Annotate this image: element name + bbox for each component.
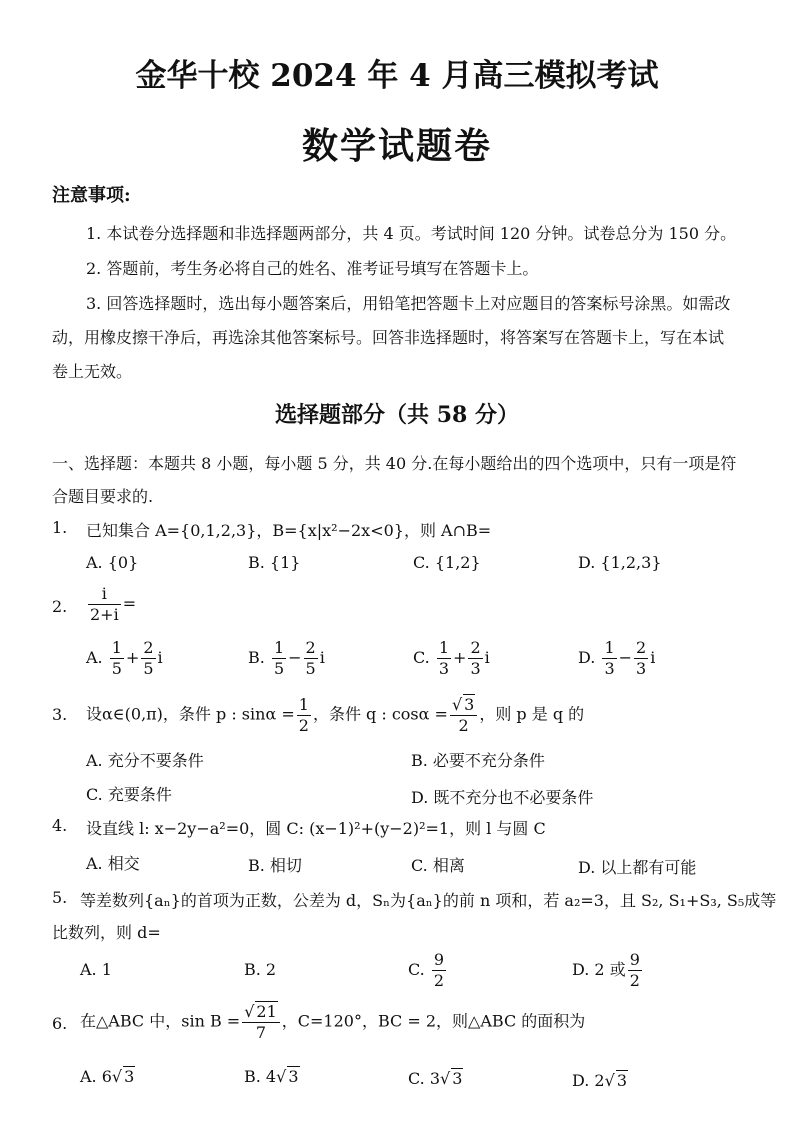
q2-c-num-2: 2 (470, 638, 481, 657)
q2-a-num-1: 1 (111, 638, 122, 657)
q5-option-b: B. 2 (244, 960, 277, 979)
q3-stem-part-2: ，条件 q : cosα = (312, 704, 448, 724)
q2-b-den-2: 5 (305, 659, 316, 678)
section-intro-line-2: 合题目要求的. (52, 487, 154, 506)
q4-option-b: B. 相切 (248, 856, 302, 875)
q2-d-imag: i (650, 648, 656, 667)
q2-a-num-2: 2 (143, 638, 154, 657)
q4-option-d: D. 以上都有可能 (578, 858, 697, 877)
q2-c-imag: i (484, 648, 490, 667)
q3-option-a: A. 充分不要条件 (86, 751, 204, 770)
q5-option-d (572, 950, 644, 991)
q2-stem-numerator: i (88, 584, 121, 605)
q1-number: 1. (52, 518, 68, 537)
q4-number: 4. (52, 816, 68, 835)
q2-a-op: + (125, 648, 140, 667)
q6-stem-part-2: ，C=120°，BC = 2，则△ABC 的面积为 (281, 1011, 586, 1031)
q2-option-a-label: A. (86, 648, 103, 667)
q2-d-den-2: 3 (636, 659, 647, 678)
q6-option-c-label: C. 3 (408, 1069, 441, 1088)
q3-frac-2-num: √ 3 (450, 694, 477, 716)
q3-frac-2-radicand: 3 (464, 695, 475, 714)
q1-option-d: D. {1,2,3} (578, 553, 662, 572)
q5-option-c (408, 950, 448, 991)
q2-b-den-1: 5 (273, 659, 285, 678)
q5-stem-line-2: 比数列，则 d= (52, 923, 161, 942)
q2-option-a (86, 638, 163, 679)
q2-d-num-1: 1 (604, 638, 615, 657)
exam-subtitle: 数学试题卷 (301, 125, 492, 167)
q5-option-c-label: C. (408, 960, 425, 979)
q6-stem-frac (242, 1001, 280, 1043)
q2-a-frac-1 (110, 638, 124, 679)
q3-option-b: B. 必要不充分条件 (411, 751, 545, 770)
q2-d-op: − (618, 648, 633, 667)
q3-frac-1-num: 1 (298, 694, 309, 714)
q6-option-a-label: A. 6 (80, 1067, 112, 1086)
notice-heading: 注意事项: (52, 185, 131, 206)
notice-item-3-line-1: 3. 回答选择题时，选出每小题答案后，用铅笔把答题卡上对应题目的答案标号涂黑。如需改 (86, 294, 731, 313)
q3-frac-2-den: 2 (458, 716, 469, 735)
q6-stem-part-1: 在△ABC 中，sin B = (80, 1011, 241, 1031)
q5-c-num: 9 (433, 950, 445, 969)
q2-stem (86, 584, 136, 625)
q1-option-c: C. {1,2} (413, 553, 481, 572)
notice-item-2: 2. 答题前，考生务必将自己的姓名、准考证号填写在答题卡上。 (86, 259, 539, 278)
q2-stem-fraction (88, 584, 121, 625)
q6-option-d-radicand: 3 (616, 1071, 627, 1090)
q2-b-frac-1 (272, 638, 286, 679)
q5-c-frac (432, 950, 446, 991)
q2-stem-equals: = (122, 594, 137, 613)
q2-stem-denominator: 2+i (90, 605, 119, 624)
q2-option-b (248, 638, 325, 679)
q2-a-imag: i (157, 648, 163, 667)
q3-number: 3. (52, 705, 68, 724)
q2-b-num-2: 2 (305, 638, 316, 657)
q6-option-b-radicand: 3 (288, 1067, 299, 1086)
q5-option-a: A. 1 (80, 960, 112, 979)
q2-option-d-label: D. (578, 648, 596, 667)
q3-option-d: D. 既不充分也不必要条件 (411, 788, 594, 807)
q2-c-frac-2 (468, 638, 482, 679)
q2-c-den-1: 3 (438, 659, 450, 678)
q5-number: 5. (52, 888, 68, 907)
q6-option-c-radicand: 3 (452, 1069, 463, 1088)
q2-d-num-2: 2 (636, 638, 647, 657)
notice-item-3-line-3: 卷上无效。 (52, 362, 133, 381)
q6-stem (80, 1001, 585, 1043)
q2-a-frac-2 (141, 638, 155, 679)
q2-d-den-1: 3 (604, 659, 615, 678)
q5-stem-line-1: 等差数列{aₙ}的首项为正数，公差为 d，Sₙ为{aₙ}的前 n 项和，若 a₂=3，且 S₂, S₁+S₃, S₅成等 (80, 891, 777, 910)
q5-option-d-label: D. 2 或 (572, 960, 626, 979)
q2-number: 2. (52, 597, 68, 616)
q3-option-c: C. 充要条件 (86, 785, 172, 804)
q2-option-d (578, 638, 655, 679)
q4-stem: 设直线 l: x−2y−a²=0，圆 C: (x−1)²+(y−2)²=1，则 l 与圆 C (86, 819, 546, 838)
q2-c-num-1: 1 (438, 638, 450, 657)
q3-stem-part-3: ，则 p 是 q 的 (479, 704, 585, 724)
q5-c-den: 2 (433, 971, 445, 990)
q3-stem-part-1: 设α∈(0,π)，条件 p : sinα = (86, 704, 295, 724)
exam-title: 金华十校 2024 年 4 月高三模拟考试 (135, 58, 659, 94)
q6-frac-den: 7 (255, 1023, 267, 1042)
q3-stem-frac-1 (297, 695, 311, 736)
q2-d-frac-2 (634, 638, 648, 679)
q5-d-den: 2 (629, 971, 640, 990)
q6-option-a: A. 6√ 3 (80, 1067, 135, 1086)
q2-c-den-2: 3 (470, 659, 481, 678)
q4-option-c: C. 相离 (411, 856, 465, 875)
q2-b-num-1: 1 (273, 638, 285, 657)
section-intro-line-1: 一、选择题：本题共 8 小题，每小题 5 分，共 40 分.在每小题给出的四个选项中，只有一项是符 (52, 454, 737, 473)
q2-option-c (413, 638, 490, 679)
q4-option-a: A. 相交 (86, 854, 140, 873)
q2-option-b-label: B. (248, 648, 265, 667)
q6-option-d-label: D. 2 (572, 1071, 605, 1090)
q6-option-a-radicand: 3 (124, 1067, 135, 1086)
q6-option-b-label: B. 4 (244, 1067, 277, 1086)
q2-c-op: + (453, 648, 467, 667)
notice-item-3-line-2: 动，用橡皮擦干净后，再选涂其他答案标号。回答非选择题时，将答案写在答题卡上，写在本试 (52, 328, 725, 347)
q2-b-frac-2 (304, 638, 318, 679)
q1-option-a: A. {0} (86, 553, 139, 572)
notice-item-1: 1. 本试卷分选择题和非选择题两部分，共 4 页。考试时间 120 分钟。试卷总分为 150 分。 (86, 224, 737, 243)
q3-stem-frac-2 (450, 694, 477, 736)
q5-d-num: 9 (629, 950, 640, 969)
q2-a-den-1: 5 (111, 659, 122, 678)
q6-option-d: D. 2√ 3 (572, 1071, 627, 1090)
q6-option-b: B. 4√ 3 (244, 1067, 299, 1086)
q5-d-frac (628, 950, 642, 991)
q2-c-frac-1 (437, 638, 451, 679)
q6-frac-num: √ 21 (242, 1001, 280, 1023)
q2-a-den-2: 5 (143, 659, 154, 678)
q3-frac-1-den: 2 (298, 715, 309, 735)
q2-option-c-label: C. (413, 648, 430, 667)
q2-b-imag: i (319, 648, 325, 667)
q6-number: 6. (52, 1014, 68, 1033)
q3-stem (86, 694, 584, 736)
q6-frac-radicand: 21 (256, 1002, 277, 1021)
q1-stem: 已知集合 A={0,1,2,3}，B={x|x²−2x<0}，则 A∩B= (86, 521, 492, 540)
section-title: 选择题部分（共 58 分） (275, 402, 519, 428)
q1-option-b: B. {1} (248, 553, 301, 572)
q2-d-frac-1 (602, 638, 616, 679)
q6-option-c: C. 3√ 3 (408, 1069, 463, 1088)
q2-b-op: − (288, 648, 302, 667)
